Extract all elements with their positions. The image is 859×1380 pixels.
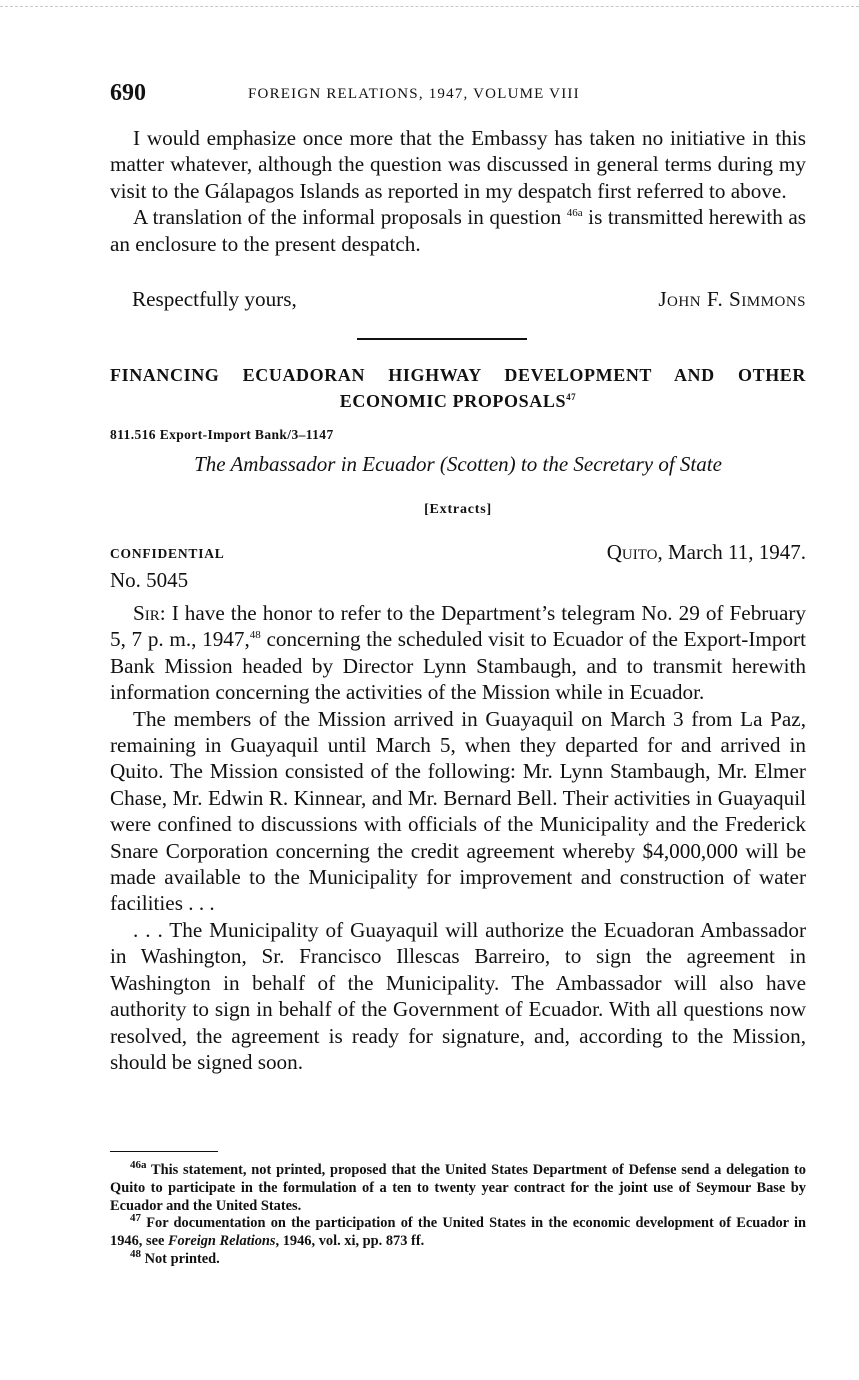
footnote-mark: 46a — [130, 1159, 147, 1172]
letter-body — [110, 600, 806, 1075]
footnotes — [110, 1159, 806, 1269]
section-title-line-2: ECONOMIC PROPOSALS$^{47}$ — [339, 391, 577, 411]
document-title: The Ambassador in Ecuador (Scotten) to the Secretary of State — [194, 452, 722, 476]
footnote-mark: 48 — [130, 1248, 141, 1261]
previous-document-text — [110, 125, 806, 257]
paragraph: I would emphasize once more that the Embassy has taken no initiative in this matter whatever, although the question was discussed in general terms during my visit to the Gálapagos Islands as reported in my despatch first referred to above. — [110, 126, 806, 203]
footnote: $^{47}$ For documentation on the participation of the United States in the economic development of Ecuador in 1946, see Foreign Relations, 1946, vol. xi, pp. 873 ff. — [110, 1212, 806, 1250]
paragraph: The members of the Mission arrived in Guayaquil on March 3 from La Paz, remaining in Guayaquil until March 5, when they departed for and arrived in Quito. The Mission consisted of the following: Mr. Lynn Stambaugh, Mr. Elmer Chase, Mr. Edwin R. Kinnear, and Mr. Bernard Bell. Their activities in Guayaquil were confined to discussions with officials of the Municipality and the Frederick Snare Corporation concerning the credit agreement whereby $4,000,000 will be made available to the Municipality for improvement and construction of water facilities . . . — [110, 706, 806, 916]
running-head — [110, 80, 810, 110]
salutation: Sir — [133, 601, 160, 625]
paragraph: . . . The Municipality of Guayaquil will authorize the Ecuadoran Ambassador in Washington, Sr. Francisco Illescas Barreiro, to sign the agreement in Washington in behalf of the Municipality. The Ambassador will also have authority to sign in behalf of the Government of Ecuador. With all questions now resolved, the agreement is ready for signature, and, according to the Mission, should be signed soon. — [110, 917, 806, 1074]
place: Quito — [606, 540, 658, 564]
extracts-label: [Extracts] — [424, 502, 492, 517]
running-head-title: FOREIGN RELATIONS, 1947, VOLUME VIII — [248, 86, 580, 102]
footnote: $^{46a}$ This statement, not printed, proposed that the United States Department of Defense send a delegation to Quito to participate in the formulation of a ten to twenty year contract for the joint use of Seymour Base by Ecuador and the United States. — [110, 1159, 806, 1214]
footnote-ref: 47 — [566, 392, 577, 402]
section-title — [110, 364, 806, 412]
section-title-line-1: FINANCING ECUADORAN HIGHWAY DEVELOPMENT AND OTHER — [110, 365, 806, 385]
signature: John F. Simmons — [658, 287, 806, 311]
paragraph: A translation of the informal proposals in question $^{46a}$ is transmitted herewith as an enclosure to the present despatch. — [110, 205, 806, 256]
page-number: 690 — [110, 80, 146, 106]
footnote-ref: 48 — [249, 629, 261, 642]
section-divider — [357, 338, 527, 340]
classification: CONFIDENTIAL — [110, 546, 225, 561]
document-number: No. 5045 — [110, 568, 189, 592]
footnote-rule — [110, 1151, 218, 1152]
complimentary-close: Respectfully yours, — [132, 287, 297, 311]
scan-top-edge — [0, 6, 859, 7]
signature-block — [132, 287, 806, 313]
footnote: $^{48}$ Not printed. — [130, 1248, 220, 1267]
footnote-mark: 47 — [130, 1212, 141, 1225]
date: , March 11, 1947. — [657, 540, 806, 564]
file-reference: 811.516 Export-Import Bank/3–1147 — [110, 427, 334, 442]
dateline — [607, 540, 806, 565]
footnote-ref: 46a — [566, 207, 583, 220]
paragraph: Sir: I have the honor to refer to the Department’s telegram No. 29 of February 5, 7 p. m., 1947,48 concerning the scheduled visit to Ecuador of the Export-Import Bank Mission headed by Director Lynn Stambaugh, and to transmit herewith information concerning the activities of the Mission while in Ecuador. — [110, 601, 807, 705]
